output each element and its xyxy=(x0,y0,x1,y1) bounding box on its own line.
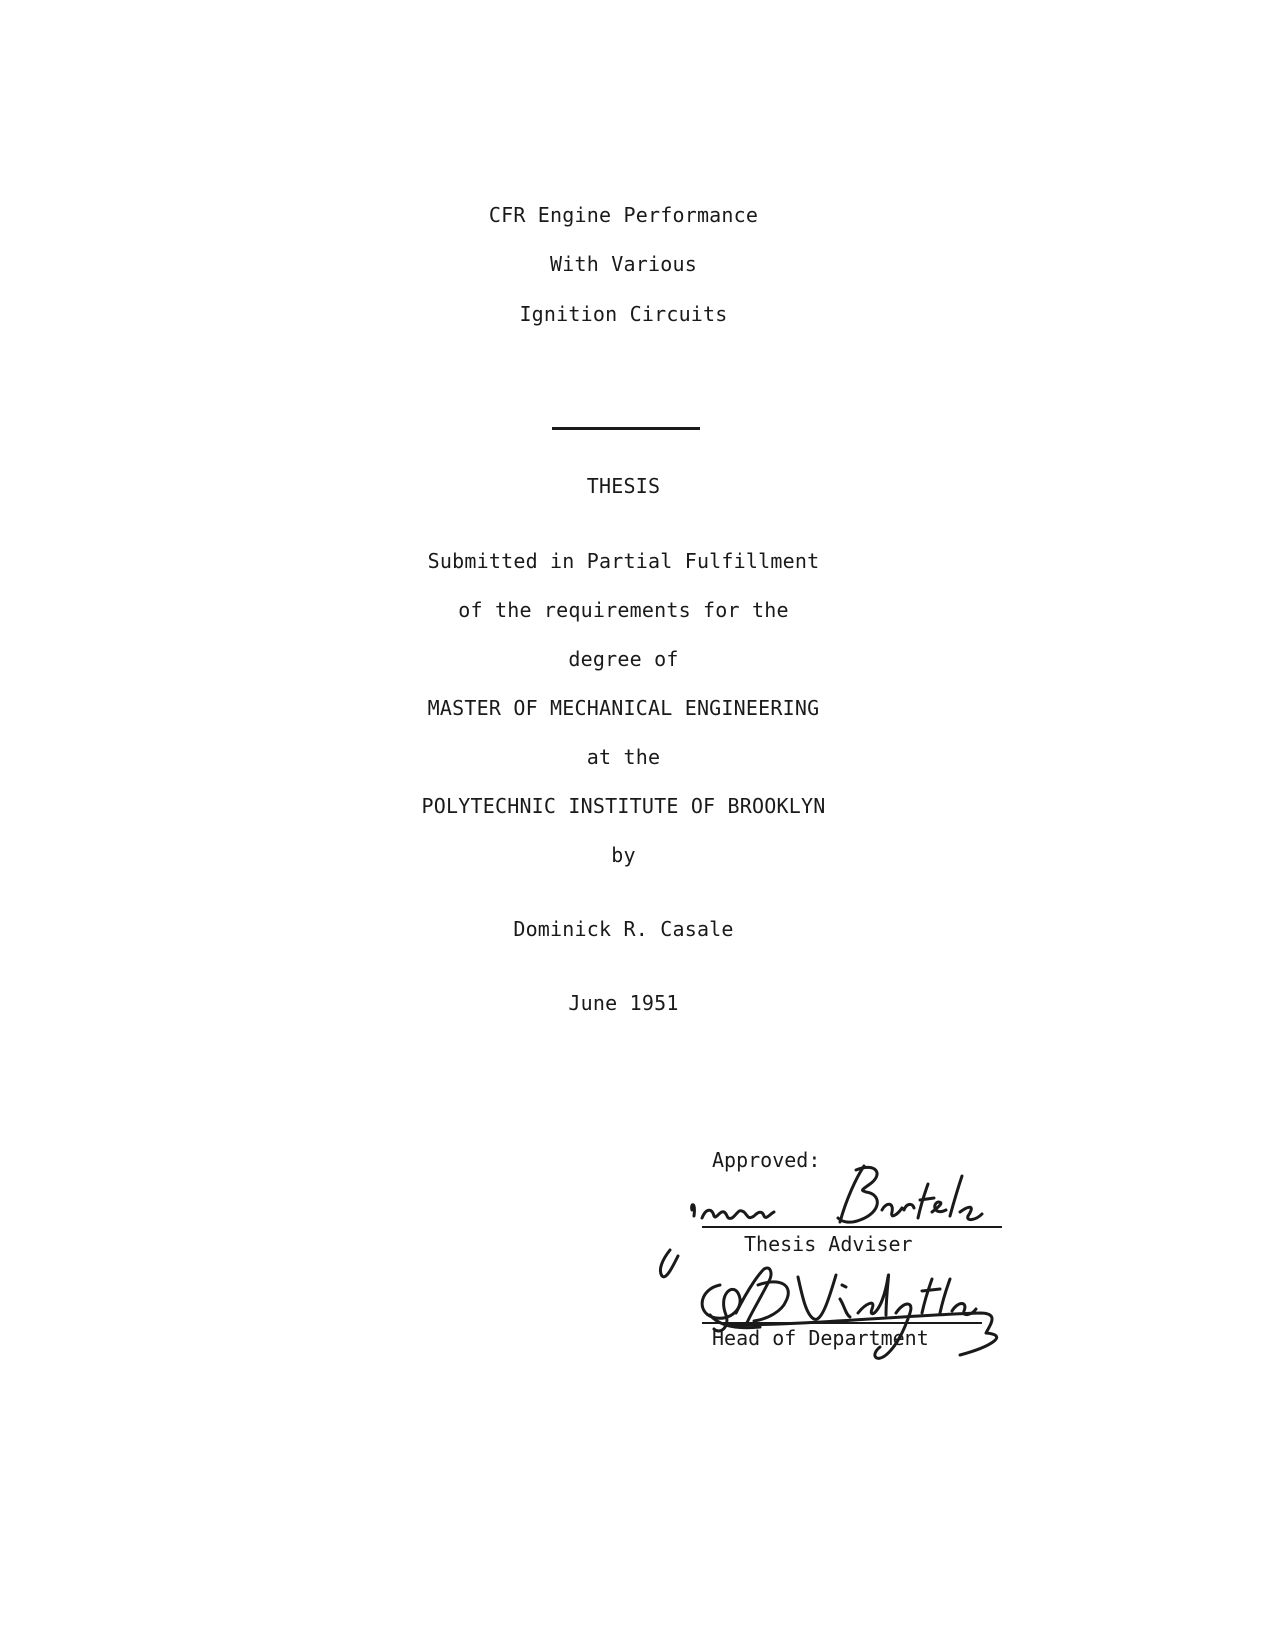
body-line-1: Submitted in Partial Fulfillment xyxy=(427,549,820,573)
department-head-label: Head of Department xyxy=(712,1326,929,1350)
degree-name: MASTER OF MECHANICAL ENGINEERING xyxy=(427,696,820,720)
title-divider xyxy=(552,427,700,430)
adviser-signature-line xyxy=(702,1226,1002,1228)
body-line-2: of the requirements for the xyxy=(458,598,789,622)
body-line-by: by xyxy=(611,843,636,867)
institution-name: POLYTECHNIC INSTITUTE OF BROOKLYN xyxy=(421,794,826,818)
title-line-2: With Various xyxy=(550,252,697,276)
body-line-3: degree of xyxy=(568,647,679,671)
thesis-label: THESIS xyxy=(586,474,661,498)
title-line-1: CFR Engine Performance xyxy=(488,203,759,227)
department-head-signature-line xyxy=(702,1322,982,1324)
author-name: Dominick R. Casale xyxy=(513,917,734,941)
approved-label: Approved: xyxy=(712,1148,821,1172)
department-head-signature xyxy=(690,1255,1040,1375)
adviser-label: Thesis Adviser xyxy=(744,1232,913,1256)
submission-date: June 1951 xyxy=(568,991,679,1015)
title-line-3: Ignition Circuits xyxy=(519,302,728,326)
body-line-5: at the xyxy=(586,745,661,769)
